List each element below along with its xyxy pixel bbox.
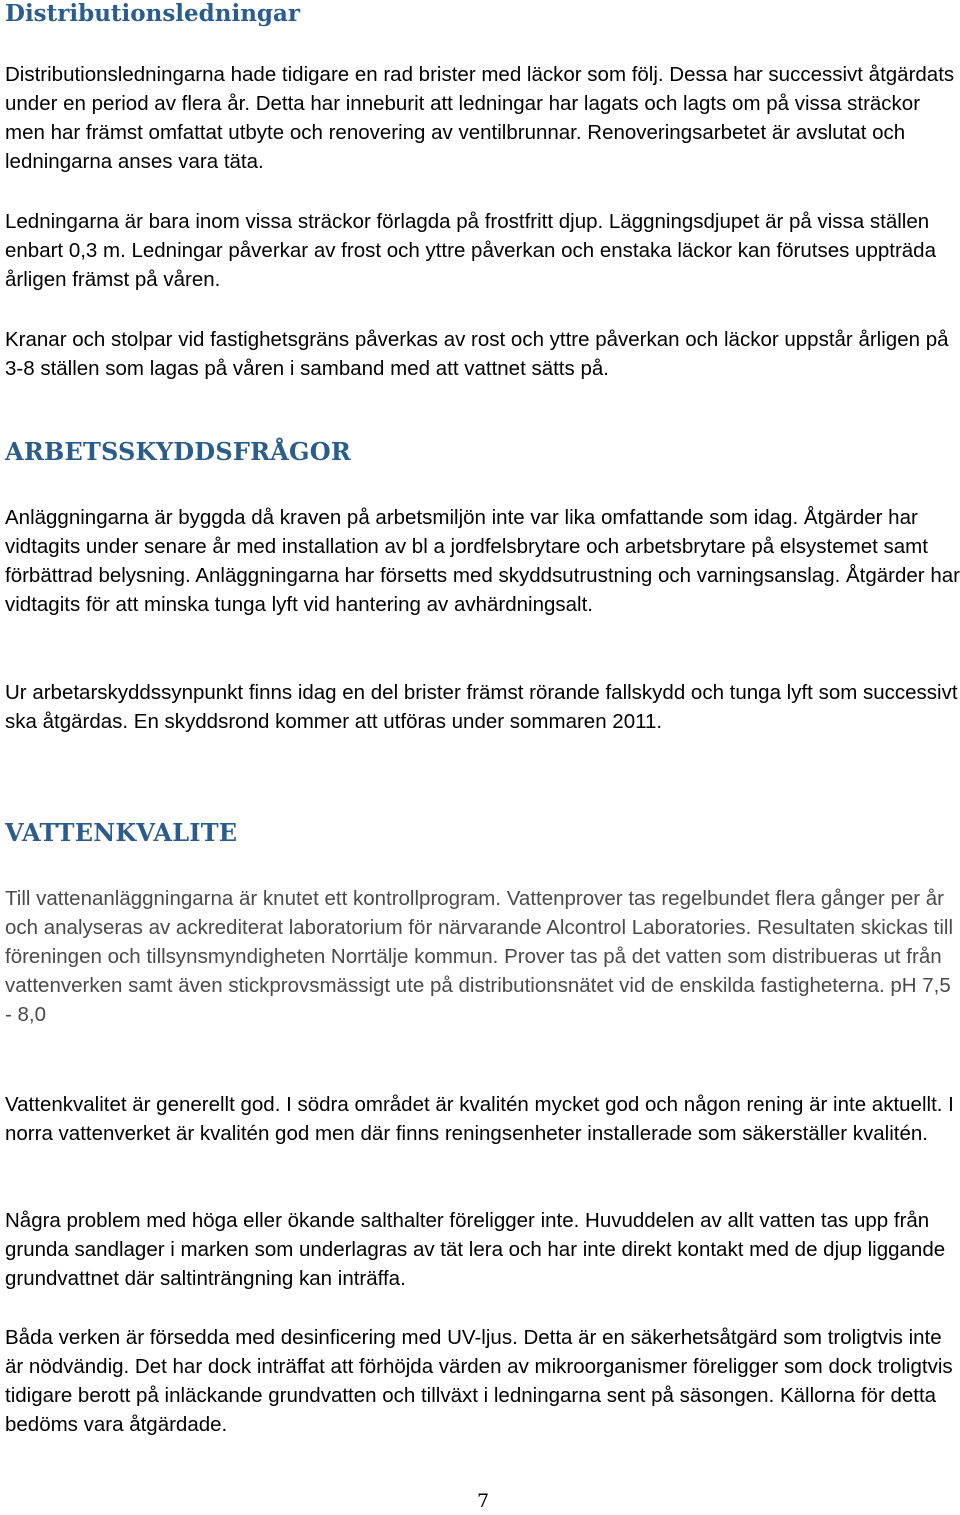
page-number: 7 bbox=[476, 1490, 490, 1512]
paragraph-water-quality-2: Vattenkvalitet är generellt god. I södra området är kvalitén mycket god och någon rening är inte aktuellt. I norra vattenverket är kvalitén god men där finns reningsenheter installerade som säkerställer kvalitén. bbox=[5, 1093, 954, 1145]
paragraph-distribution-3: Kranar och stolpar vid fastighetsgräns påverkas av rost och yttre påverkan och läckor uppstår årligen på 3-8 ställen som lagas på våren i samband med att vattnet sätts på. bbox=[5, 328, 949, 380]
section-heading-safety: ARBETSSKYDDSFRÅGOR bbox=[5, 437, 351, 466]
paragraph-safety-1: Anläggningarna är byggda då kraven på arbetsmiljön inte var lika omfattande som idag. Åtgärder har vidtagits under senare år med installation av bl a jordfelsbrytare och arbetsbrytare på elsystemet samt förbättrad belysning. Anläggningarna har försetts med skyddsutrustning och varningsanslag. Åtgärder har vidtagits för att minska tunga lyft vid hantering av avhärdningsalt. bbox=[5, 506, 960, 616]
paragraph-safety-2: Ur arbetarskyddssynpunkt finns idag en del brister främst rörande fallskydd och tunga lyft som successivt ska åtgärdas. En skyddsrond kommer att utföras under sommaren 2011. bbox=[5, 681, 958, 733]
paragraph-distribution-1: Distributionsledningarna hade tidigare en rad brister med läckor som följ. Dessa har successivt åtgärdats under en period av flera år. Detta har inneburit att ledningar har lagats och lagts om på vissa sträckor men har främst omfattat utbyte och renovering av ventilbrunnar. Renoveringsarbetet är avslutat och ledningarna anses vara täta. bbox=[5, 63, 955, 173]
paragraph-water-quality-3: Några problem med höga eller ökande salthalter föreligger inte. Huvuddelen av allt vatten tas upp från grunda sandlager i marken som underlagras av tät lera och har inte direkt kontakt med de djup liggande grundvattnet där saltinträngning kan inträffa. bbox=[5, 1209, 946, 1290]
paragraph-distribution-2: Ledningarna är bara inom vissa sträckor förlagda på frostfritt djup. Läggningsdjupet är på vissa ställen enbart 0,3 m. Ledningar påverkar av frost och yttre påverkan och enstaka läckor kan förutses uppträda årligen främst på våren. bbox=[5, 210, 936, 291]
section-heading-distribution: Distributionsledningar bbox=[5, 0, 301, 27]
section-heading-water-quality: VATTENKVALITE bbox=[5, 818, 238, 847]
paragraph-water-quality-4: Båda verken är försedda med desinficering med UV-ljus. Detta är en säkerhetsåtgärd som troligtvis inte är nödvändig. Det har dock inträffat att förhöjda värden av mikroorganismer föreligger som dock troligtvis tidigare berott på inläckande grundvatten och tillväxt i ledningarna sent på säsongen. Källorna för detta bedöms vara åtgärdade. bbox=[5, 1326, 953, 1436]
paragraph-water-quality-1: Till vattenanläggningarna är knutet ett kontrollprogram. Vattenprover tas regelbundet flera gånger per år och analyseras av ackrediterat laboratorium för närvarande Alcontrol Laboratories. Resultaten skickas till föreningen och tillsynsmyndigheten Norrtälje kommun. Prover tas på det vatten som distribueras ut från vattenverken samt även stickprovsmässigt ute på distributionsnätet vid de enskilda fastigheterna. pH 7,5 - 8,0 bbox=[5, 887, 954, 1026]
